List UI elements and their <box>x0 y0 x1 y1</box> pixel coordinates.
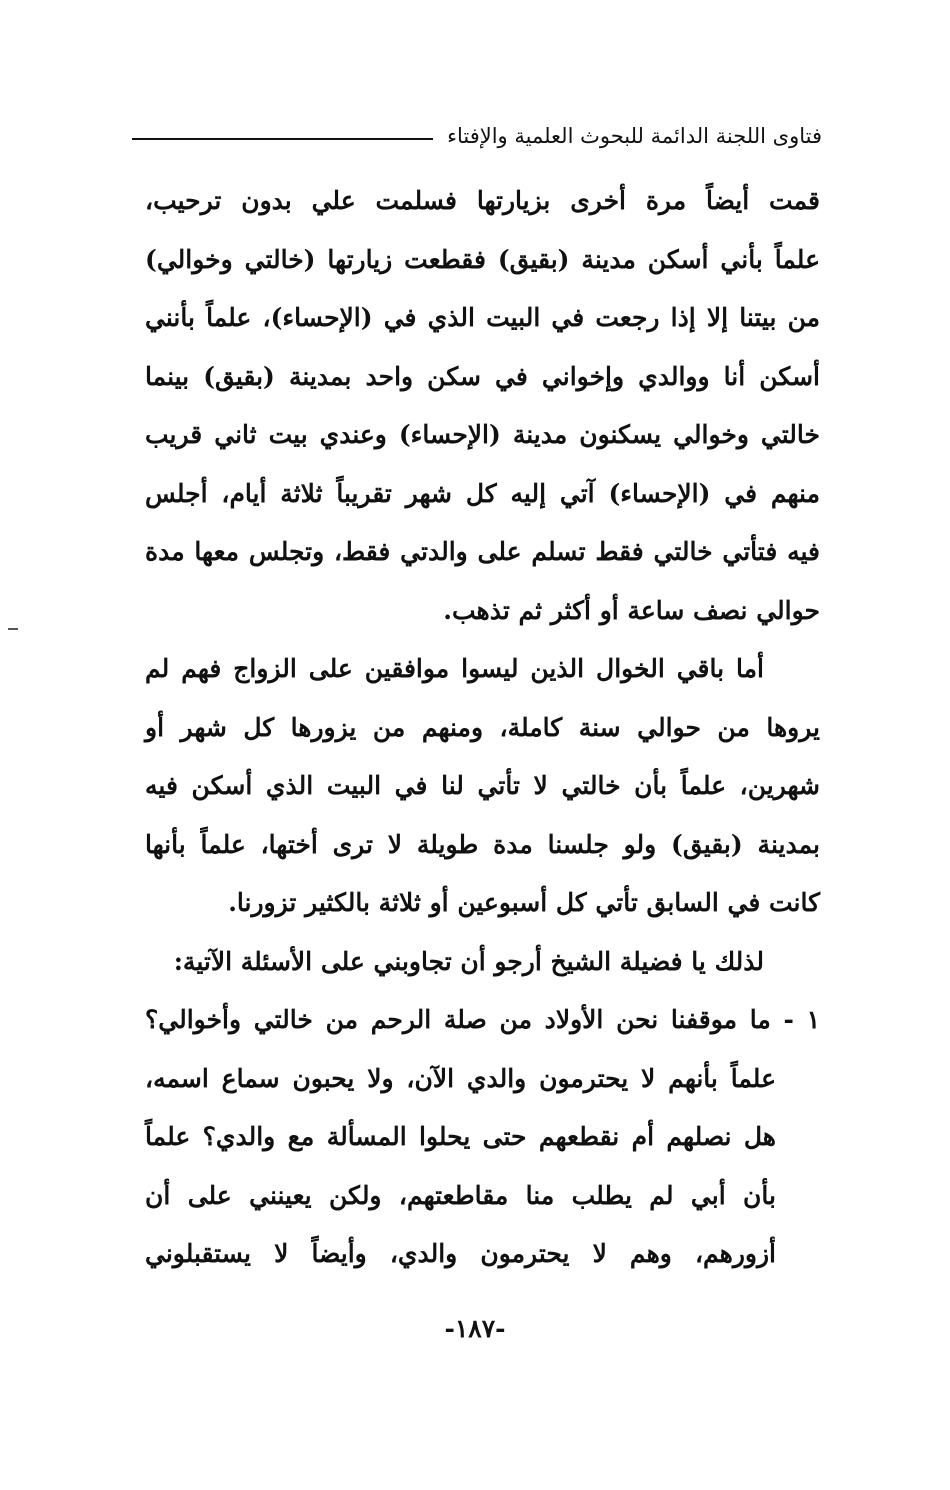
paragraph-relatives <box>145 640 820 933</box>
text-line: يروها من حوالي سنة كاملة، ومنهم من يزورها كل شهر أو <box>145 712 820 742</box>
margin-mark <box>8 628 18 630</box>
text-line: أزورهم، وهم لا يحترمون والدي، وأيضاً لا يستقبلوني <box>145 1239 776 1268</box>
paragraph-continuation <box>145 172 820 640</box>
text-line: ١ - ما موقفنا نحن الأولاد من صلة الرحم من خالتي وأخوالي؟ <box>145 1005 820 1034</box>
text-line: لذلك يا فضيلة الشيخ أرجو أن تجاوبني على الأسئلة الآتية: <box>173 946 764 976</box>
text-line: من بيتنا إلا إذا رجعت في البيت الذي في (الإحساء)، علماً بأنني <box>145 303 820 332</box>
running-header <box>132 116 822 156</box>
page-number: -١٨٧- <box>444 1314 506 1343</box>
text-line: بأن أبي لم يطلب منا مقاطعتهم، ولكن يعينني على أن <box>145 1180 776 1210</box>
text-line: علماً بأني أسكن مدينة (بقيق) فقطعت زيارتها (خالتي وخوالي) <box>145 244 820 274</box>
body-text <box>145 172 820 1284</box>
running-header-title: فتاوى اللجنة الدائمة للبحوث العلمية والإفتاء <box>447 124 822 148</box>
text-line: بمدينة (بقيق) ولو جلسنا مدة طويلة لا ترى أختها، علماً بأنها <box>145 829 820 859</box>
text-line: خالتي وخوالي يسكنون مدينة (الإحساء) وعندي بيت ثاني قريب <box>145 420 820 449</box>
text-line: قمت أيضاً مرة أخرى بزيارتها فسلمت علي بدون ترحيب، <box>145 186 820 215</box>
text-line: شهرين، علماً بأن خالتي لا تأتي لنا في البيت الذي أسكن فيه <box>145 771 820 800</box>
header-rule <box>132 138 433 140</box>
paragraph-request <box>145 933 820 992</box>
text-line: منهم في (الإحساء) آتي إليه كل شهر تقريباً ثلاثة أيام، أجلس <box>145 478 820 508</box>
text-line: علماً بأنهم لا يحترمون والدي الآن، ولا يحبون سماع اسمه، <box>145 1063 776 1093</box>
text-line: أما باقي الخوال الذين ليسوا موافقين على الزواج فهم لم <box>145 654 764 683</box>
text-line: كانت في السابق تأتي كل أسبوعين أو ثلاثة بالكثير تزورنا. <box>228 888 820 917</box>
question-1 <box>145 991 820 1284</box>
text-line: حوالي نصف ساعة أو أكثر ثم تذهب. <box>443 595 820 625</box>
text-line: هل نصلهم أم نقطعهم حتى يحلوا المسألة مع والدي؟ علماً <box>145 1122 776 1151</box>
text-line: فيه فتأتي خالتي فقط تسلم على والدتي فقط، وتجلس معها مدة <box>145 537 820 566</box>
text-line: أسكن أنا ووالدي وإخواني في سكن واحد بمدينة (بقيق) بينما <box>145 361 820 391</box>
